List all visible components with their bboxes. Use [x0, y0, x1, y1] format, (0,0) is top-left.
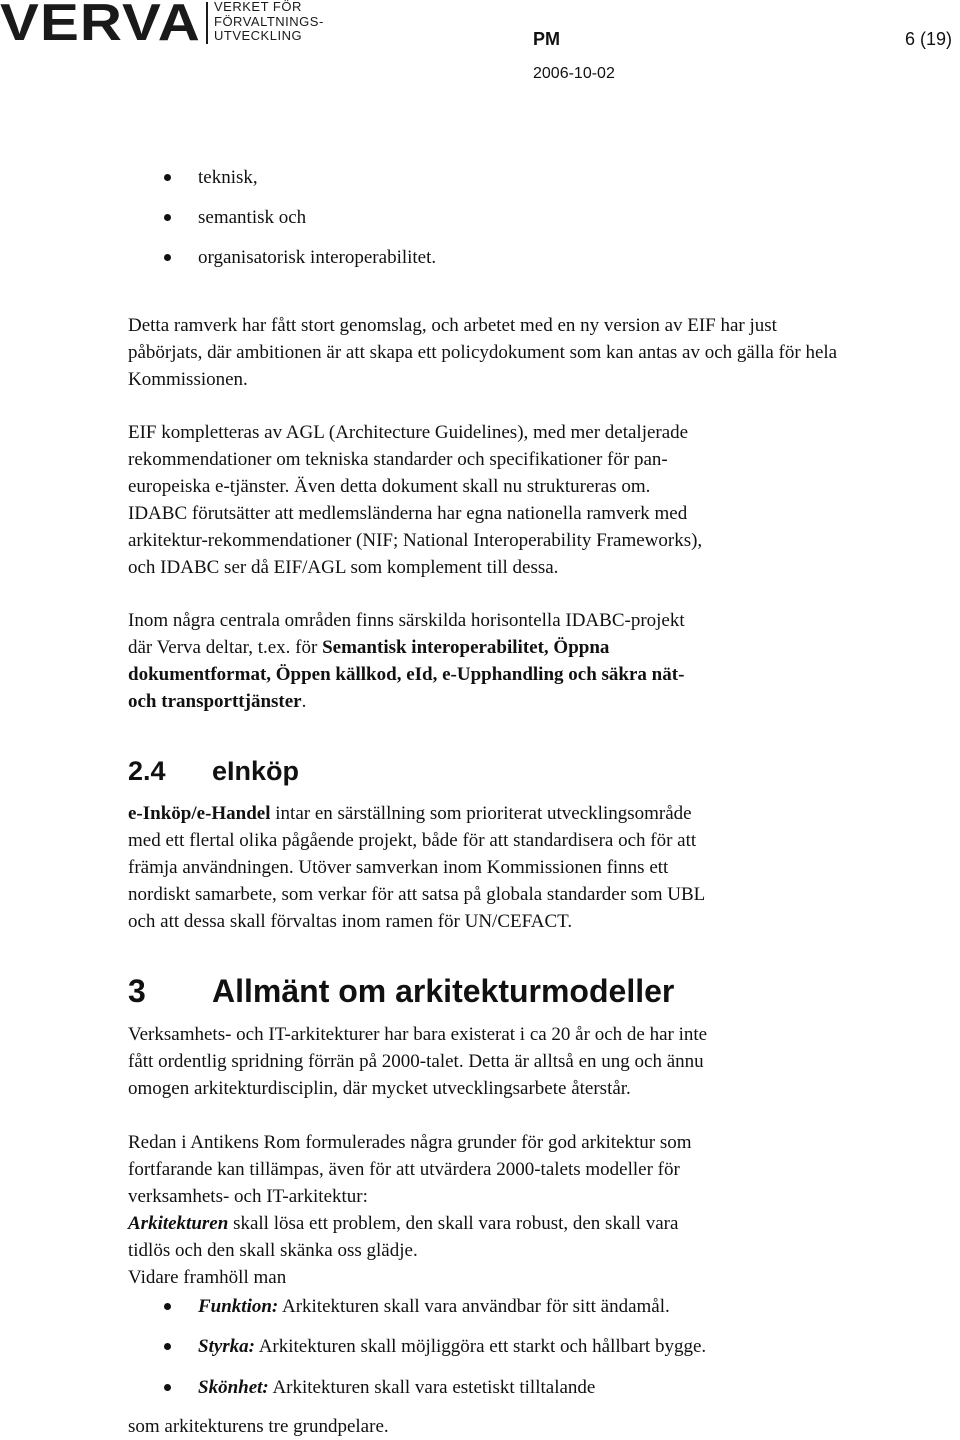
paragraph: [128, 800, 848, 935]
document-type: PM: [533, 29, 560, 49]
text-line: främja användningen. Utöver samverkan inom Kommissionen finns ett: [128, 857, 669, 878]
list-item-text: [198, 1374, 595, 1401]
text-line: IDABC förutsätter att medlemsländerna har egna nationella ramverk med: [128, 503, 688, 524]
text-line: omogen arkitekturdisciplin, där mycket utvecklingsarbete återstår.: [128, 1078, 631, 1099]
list-item-text: [198, 1333, 706, 1360]
text-line: europeiska e-tjänster. Även detta dokument skall nu struktureras om.: [128, 476, 651, 497]
text-span: intar en särställning som prioriterat utvecklingsområde: [270, 803, 692, 824]
logo-divider: [206, 2, 208, 44]
text-line: Inom några centrala områden finns särskilda horisontella IDABC-projekt: [128, 610, 685, 631]
bold-italic-text: Skönhet:: [198, 1377, 269, 1398]
bold-text: e-Inköp/e-Handel: [128, 803, 271, 824]
text-line: [128, 1210, 848, 1237]
text-line: och att dessa skall förvaltas inom ramen för UN/CEFACT.: [128, 911, 573, 932]
text-line: tidlös och den skall skänka oss glädje.: [128, 1240, 418, 1261]
text-line: verksamhets- och IT-arkitektur:: [128, 1186, 368, 1207]
text-line: [128, 688, 848, 715]
section-title: eInköp: [212, 756, 300, 786]
text-line: med ett flertal olika pågående projekt, både för att standardisera och för att: [128, 830, 697, 851]
text-span: skall lösa ett problem, den skall vara robust, den skall vara: [228, 1213, 679, 1234]
paragraph: som arkitekturens tre grundpelare.: [128, 1416, 389, 1437]
section-number: 3: [128, 973, 146, 1009]
text-line: arkitektur-rekommendationer (NIF; National Interoperability Frameworks),: [128, 530, 703, 551]
text-line: rekommendationer om tekniska standarder och specifikationer för pan-: [128, 449, 668, 470]
bold-text: Semantisk interoperabilitet, Öppna: [322, 637, 610, 658]
list-item-text: semantisk och: [198, 207, 307, 228]
text-span: Arkitekturen skall möjliggöra ett starkt och hållbart bygge.: [255, 1336, 707, 1357]
text-line: [128, 800, 848, 827]
bullet-icon: [164, 174, 171, 181]
bullet-icon: [164, 214, 171, 221]
logo-tagline-line: UTVECKLING: [214, 28, 303, 43]
text-span: .: [301, 691, 307, 712]
text-line: och IDABC ser då EIF/AGL som komplement till dessa.: [128, 557, 559, 578]
paragraph: Detta ramverk har fått stort genomslag, och arbetet med en ny version av EIF har just påbörjats, där ambitionen är att skapa ett policydokument som kan antas av och gälla för hela Kommissionen.: [128, 315, 838, 390]
bold-italic-text: Arkitekturen: [128, 1213, 229, 1234]
section-heading: [128, 972, 674, 1010]
text-line: fortfarande kan tillämpas, även för att utvärdera 2000-talets modeller för: [128, 1159, 680, 1180]
paragraph: [128, 1021, 848, 1102]
text-line: nordiskt samarbete, som verkar för att satsa på globala standarder som UBL: [128, 884, 706, 905]
logo-tagline-line: FÖRVALTNINGS-: [214, 13, 324, 29]
text-line: fått ordentlig spridning förrän på 2000-talet. Detta är alltså en ung och ännu: [128, 1051, 704, 1072]
text-span: där Verva deltar, t.ex. för: [128, 637, 323, 658]
bold-text: dokumentformat, Öppen källkod, eId, e-Upphandling och säkra nät-: [128, 664, 685, 685]
page-number: 6 (19): [905, 29, 953, 49]
list-item-text: organisatorisk interoperabilitet.: [198, 247, 437, 268]
bold-italic-text: Funktion:: [198, 1296, 279, 1317]
paragraph: [128, 419, 848, 581]
logo-tagline-line: VERKET FÖR: [214, 0, 302, 14]
text-line: Vidare framhöll man: [128, 1267, 287, 1288]
text-span: Arkitekturen skall vara användbar för sitt ändamål.: [278, 1296, 670, 1317]
text-span: Arkitekturen skall vara estetiskt tilltalande: [268, 1377, 596, 1398]
list-item-text: [198, 1293, 670, 1320]
section-heading: [128, 755, 299, 787]
bold-text: och transporttjänster: [128, 691, 302, 712]
logo-tagline: [214, 0, 324, 44]
bullet-icon: [164, 1303, 171, 1310]
paragraph: [128, 607, 848, 715]
bold-italic-text: Styrka:: [198, 1336, 255, 1357]
verva-logo: [0, 0, 201, 52]
text-line: Redan i Antikens Rom formulerades några grunder för god arkitektur som: [128, 1132, 692, 1153]
page-header: [0, 0, 960, 100]
logo-wordmark: VERVA: [0, 0, 201, 52]
text-line: [128, 634, 848, 661]
bullet-icon: [164, 1343, 171, 1350]
bullet-icon: [164, 254, 171, 261]
section-title: Allmänt om arkitekturmodeller: [212, 973, 675, 1009]
text-line: EIF kompletteras av AGL (Architecture Guidelines), med mer detaljerade: [128, 422, 689, 443]
list-item-text: teknisk,: [198, 167, 258, 188]
text-line: Verksamhets- och IT-arkitekturer har bara existerat i ca 20 år och de har inte: [128, 1024, 708, 1045]
bullet-icon: [164, 1384, 171, 1391]
document-date: 2006-10-02: [533, 65, 615, 82]
paragraph: [128, 1129, 848, 1291]
text-line: [128, 661, 848, 688]
section-number: 2.4: [128, 756, 166, 786]
